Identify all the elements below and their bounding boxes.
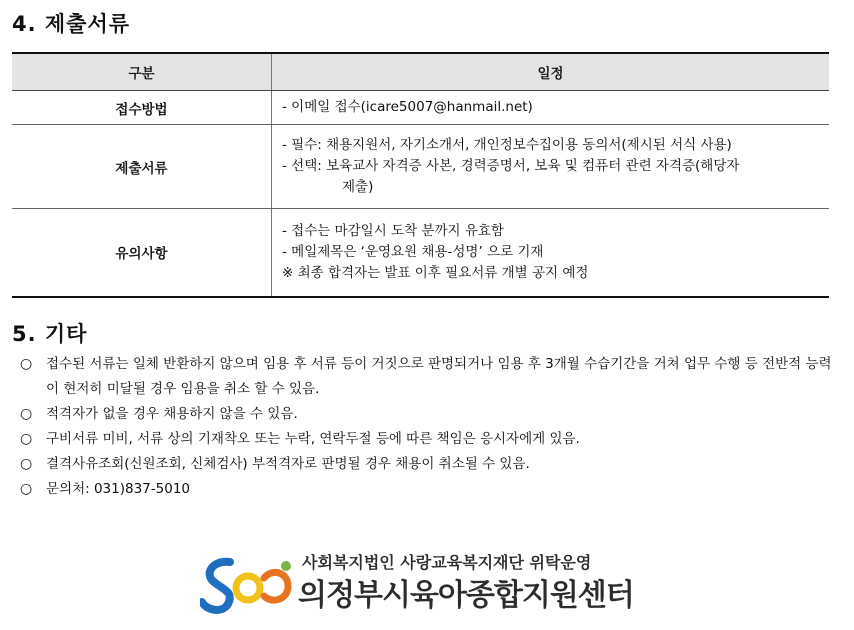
row-label-notes: 유의사항 — [12, 209, 272, 297]
list-item — [18, 427, 834, 452]
submission-table — [12, 52, 829, 298]
content-line: - 이메일 접수(icare5007@hanmail.net) — [282, 99, 533, 115]
center-logo-icon — [200, 554, 292, 616]
list-item-text: 접수된 서류는 일체 반환하지 않으며 임용 후 서류 등이 거짓으로 판명되거나 임용 후 3개월 수습기간을 거쳐 업무 수행 등 전반적 능력이 현저히 미달될 경우 임용을 취소 할 수 있음. — [46, 356, 832, 397]
list-item-text: 적격자가 없을 경우 채용하지 않을 수 있음. — [46, 406, 298, 422]
table-row — [12, 209, 829, 297]
section-5-title: 5. 기타 — [12, 322, 88, 346]
row-label-method: 접수방법 — [12, 91, 272, 125]
section-4-title: 4. 제출서류 — [12, 12, 131, 36]
list-item-text: 구비서류 미비, 서류 상의 기재착오 또는 누락, 연락두절 등에 따른 책임은 응시자에게 있음. — [46, 431, 580, 447]
content-line: 제출) — [342, 179, 374, 195]
content-line: - 선택: 보육교사 자격증 사본, 경력증명서, 보육 및 컴퓨터 관련 자격증(해당자 — [282, 158, 740, 174]
etc-list — [18, 352, 834, 502]
circle-bullet-icon: ○ — [20, 481, 33, 497]
list-item — [18, 402, 834, 427]
list-item — [18, 477, 834, 502]
circle-bullet-icon: ○ — [20, 456, 33, 472]
list-item — [18, 352, 834, 402]
column-header-category: 구분 — [12, 53, 272, 91]
list-item-text: 결격사유조회(신원조회, 신체검사) 부적격자로 판명될 경우 채용이 취소될 수 있음. — [46, 456, 530, 472]
list-item-text: 문의처: 031)837-5010 — [46, 481, 190, 497]
content-line: - 메일제목은 ‘운영요원 채용-성명’ 으로 기재 — [282, 243, 544, 260]
row-content-method — [272, 91, 830, 125]
table-row — [12, 125, 829, 209]
content-line: ※ 최종 합격자는 발표 이후 필요서류 개별 공지 예정 — [282, 264, 589, 281]
circle-bullet-icon: ○ — [20, 356, 33, 372]
circle-bullet-icon: ○ — [20, 406, 33, 422]
row-content-notes — [272, 209, 830, 297]
organization-name: 의정부시육아종합지원센터 — [298, 578, 634, 613]
row-content-documents — [272, 125, 830, 209]
circle-bullet-icon: ○ — [20, 431, 33, 447]
table-row — [12, 91, 829, 125]
foundation-subtitle: 사회복지법인 사랑교육복지재단 위탁운영 — [302, 553, 592, 572]
organization-footer — [200, 548, 660, 616]
row-label-documents: 제출서류 — [12, 125, 272, 209]
column-header-schedule: 일정 — [272, 53, 830, 91]
list-item — [18, 452, 834, 477]
content-line: - 필수: 채용지원서, 자기소개서, 개인정보수집이용 동의서(제시된 서식 사용) — [282, 137, 732, 153]
table-header-row — [12, 53, 829, 91]
content-line: - 접수는 마감일시 도착 분까지 유효함 — [282, 222, 504, 239]
